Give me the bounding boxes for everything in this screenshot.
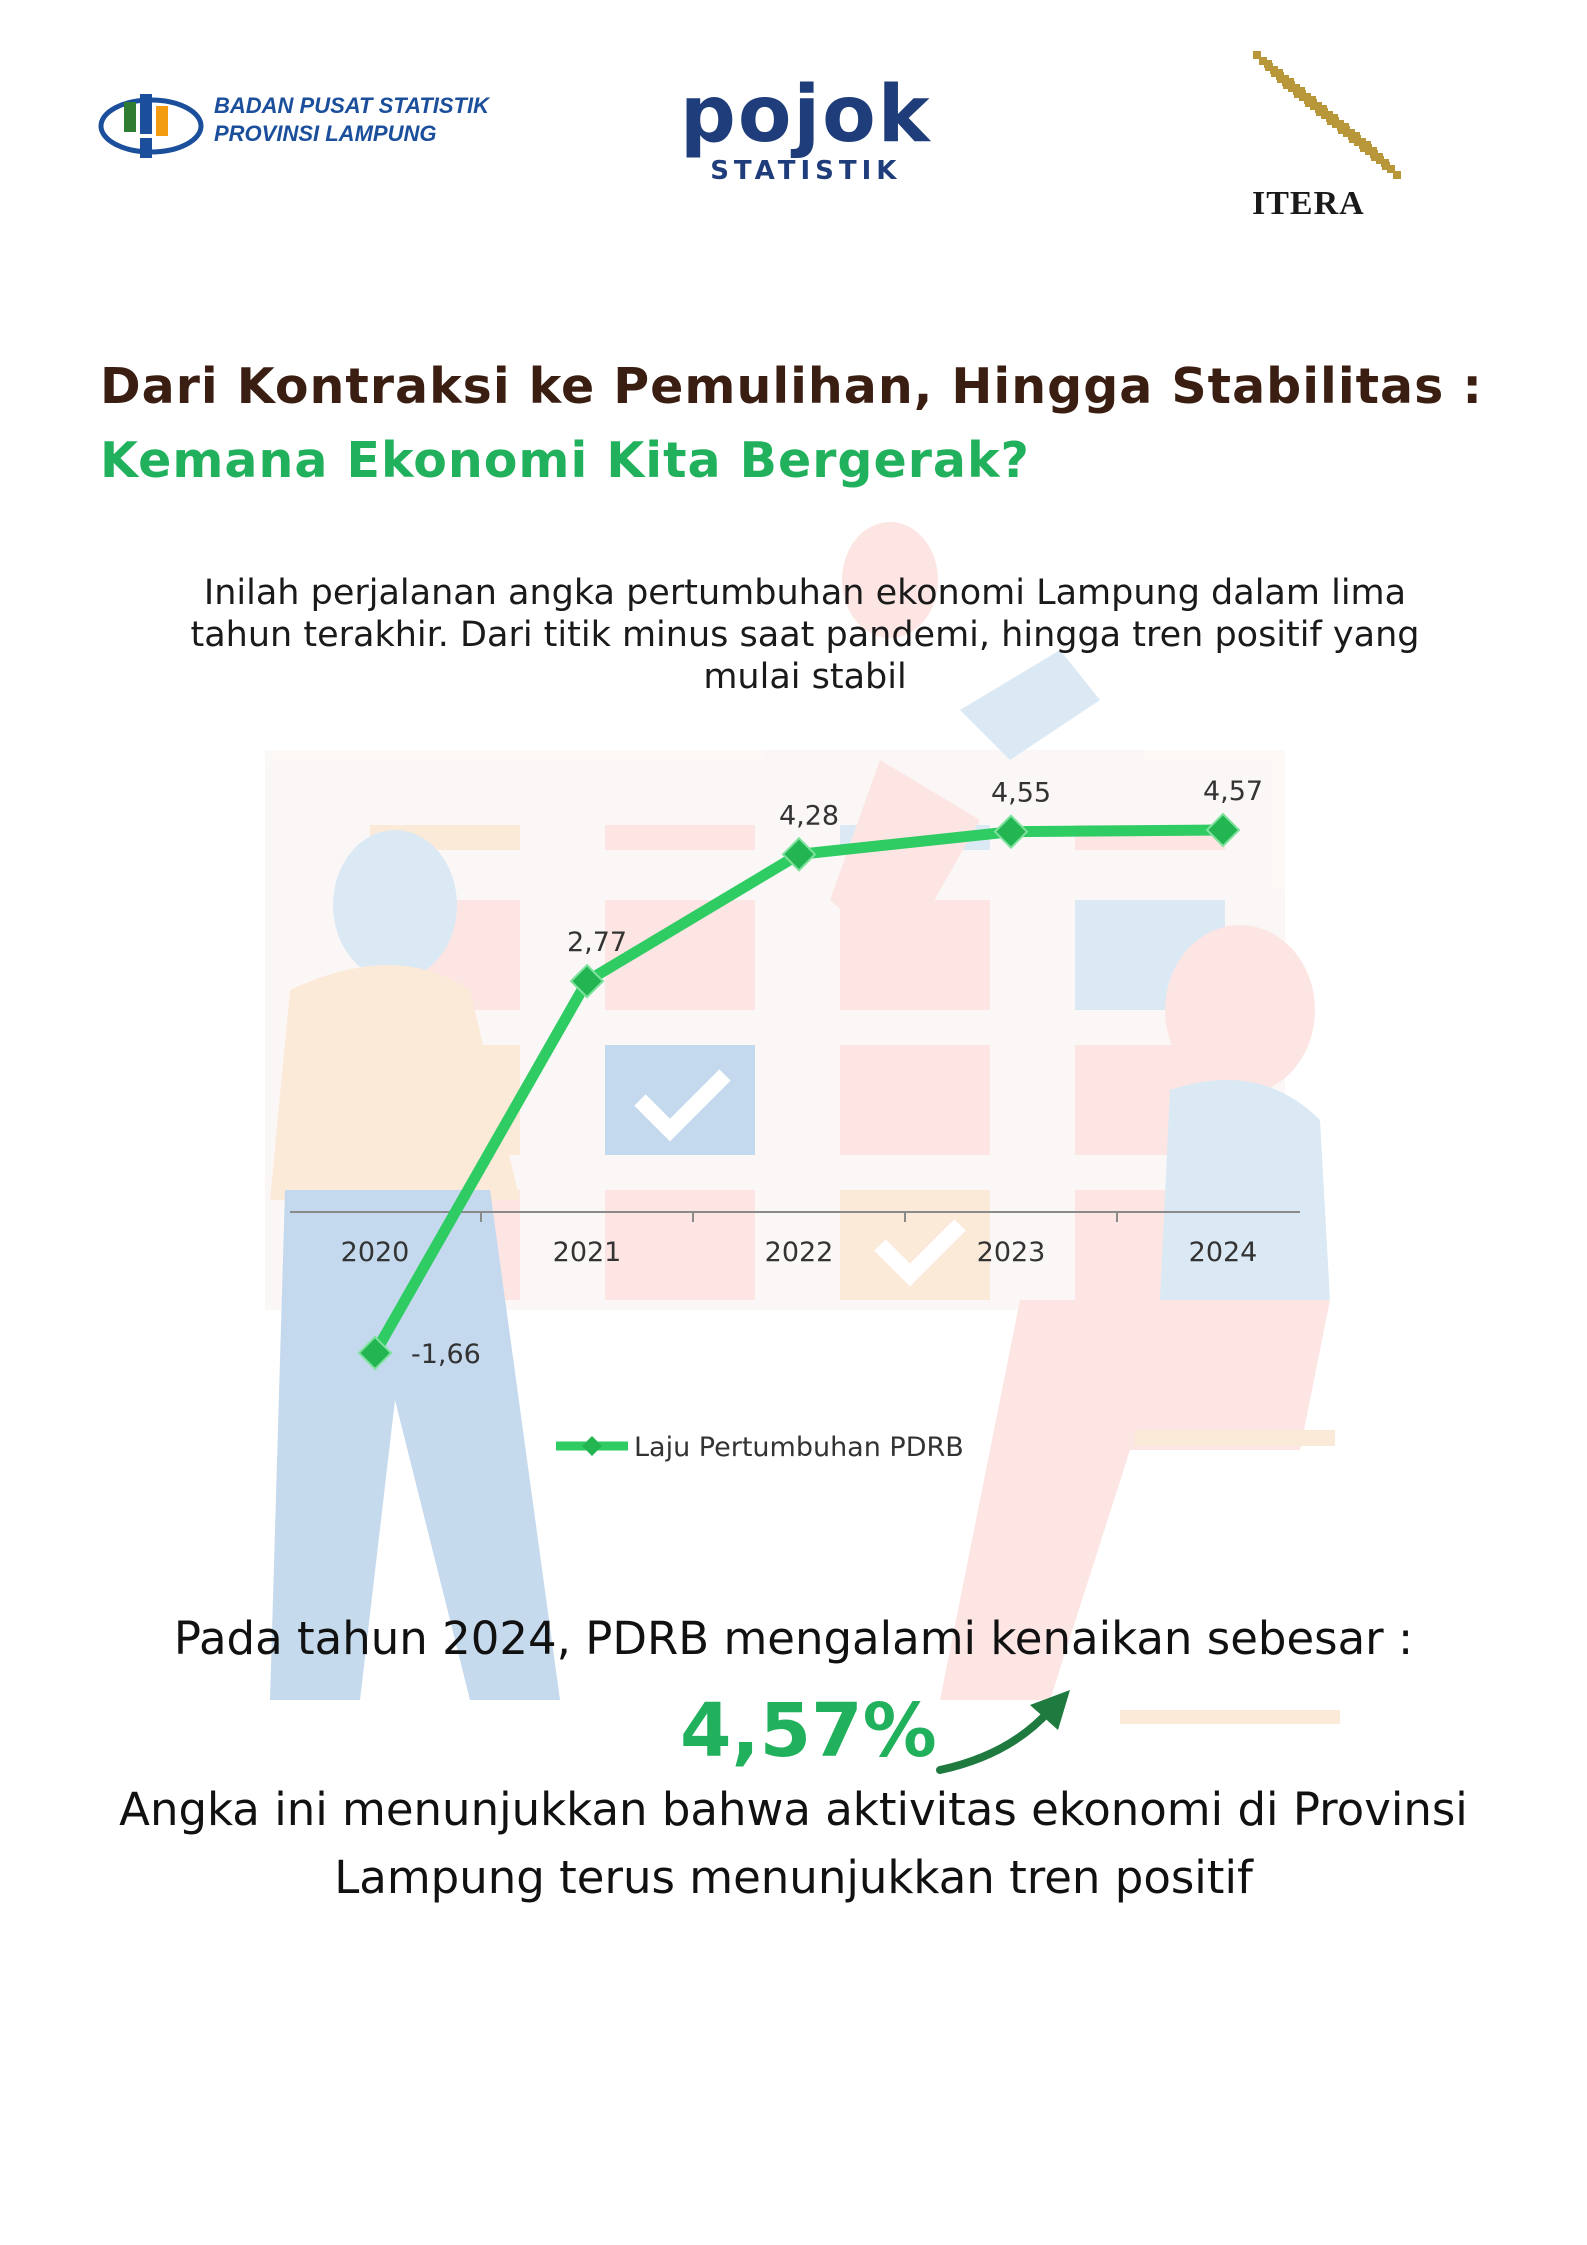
x-tick-label: 2023: [976, 1237, 1046, 1268]
pojok-word: pojok: [680, 70, 932, 160]
page-subtitle: Kemana Ekonomi Kita Bergerak?: [100, 432, 1030, 489]
data-label: 4,55: [990, 777, 1052, 809]
x-tick-label: 2021: [552, 1237, 622, 1268]
summary-value: 4,57%: [680, 1688, 937, 1774]
data-label: 4,28: [778, 800, 840, 832]
x-tick-label: 2022: [764, 1237, 834, 1268]
bps-name-line1: BADAN PUSAT STATISTIK: [214, 93, 489, 118]
legend-marker: [582, 1436, 602, 1456]
itera-name: ITERA: [1252, 185, 1365, 222]
series-line: [375, 830, 1223, 1353]
trend-up-arrow-icon: [930, 1680, 1080, 1780]
data-point: [995, 816, 1027, 848]
data-point: [1207, 814, 1239, 846]
summary-line2: Angka ini menunjukkan bahwa aktivitas ekonomi di Provinsi Lampung terus menunjukkan tren positif: [119, 1783, 1468, 1904]
x-tick-label: 2020: [340, 1237, 410, 1268]
summary-line1: Pada tahun 2024, PDRB mengalami kenaikan sebesar :: [173, 1612, 1414, 1665]
legend-label: Laju Pertumbuhan PDRB: [634, 1432, 964, 1463]
data-label: -1,66: [411, 1339, 481, 1370]
pojok-sub: STATISTIK: [710, 156, 902, 186]
data-label: 4,57: [1202, 776, 1264, 807]
x-tick-label: 2024: [1188, 1237, 1258, 1268]
intro-text: Inilah perjalanan angka pertumbuhan ekonomi Lampung dalam lima tahun terakhir. Dari titik minus saat pandemi, hingga tren positif yang mulai stabil: [190, 573, 1420, 697]
data-label: 2,77: [566, 927, 628, 959]
page-title: Dari Kontraksi ke Pemulihan, Hingga Stabilitas :: [100, 358, 1483, 415]
bps-name-line2: PROVINSI LAMPUNG: [214, 121, 437, 146]
